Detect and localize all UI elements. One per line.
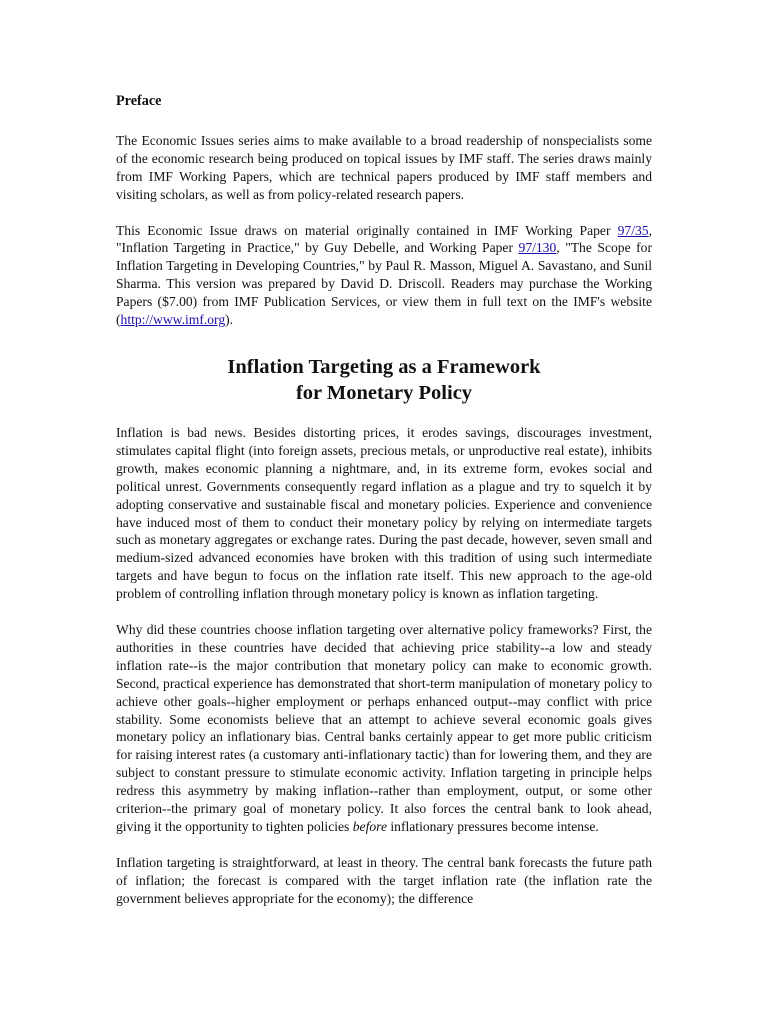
document-page — [116, 93, 652, 926]
imf-website-link[interactable]: http://www.imf.org — [120, 312, 226, 328]
working-paper-97-130-link[interactable]: 97/130 — [518, 240, 557, 256]
preface-heading: Preface — [116, 93, 162, 109]
working-paper-97-35-link[interactable]: 97/35 — [617, 222, 649, 238]
article-paragraph-2-text: Why did these countries choose inflation targeting over alternative policy frameworks? First, the authorities in these countries have decided that achieving price stability--a low and steady inflation rate--is the major contribution that monetary policy can make to economic growth. Second, practical experience has demonstrated that short-term manipulation of monetary policy to achieve other goals--higher employment or perhaps enhanced output--may conflict with price stability. Some economists believe that an attempt to achieve several economic goals gives monetary policy an inflationary bias. Central banks certainly appear to get more public criticism for raising interest rates (a customary anti-inflationary tactic) than for lowering them, and they are subject to constant pressure to stimulate economic activity. Inflation targeting in principle helps redress this asymmetry by making inflation--rather than employment, output, or some other criterion--the primary goal of monetary policy. It also forces the central bank to look ahead, giving it the opportunity to tighten policies — [116, 622, 652, 834]
article-title-line-2: for Monetary Policy — [295, 381, 473, 404]
article-paragraph-1: Inflation is bad news. Besides distorting prices, it erodes savings, discourages investment, stimulates capital flight (into foreign assets, precious metals, or unproductive real estate), inhibits growth, makes economic planning a nightmare, and, in its extreme form, evokes social and political unrest. Governments consequently regard inflation as a plague and try to squelch it by adopting conservative and sustainable fiscal and monetary policies. Experience and convenience have induced most of them to conduct their monetary policy by relying on intermediate targets such as monetary aggregates or exchange rates. During the past decade, however, seven small and medium-sized advanced economies have broken with this tradition of using such intermediate targets and have begun to focus on the inflation rate itself. This new approach to the age-old problem of controlling inflation through monetary policy is known as inflation targeting. — [116, 424, 652, 602]
article-paragraph-3: Inflation targeting is straightforward, at least in theory. The central bank forecasts the future path of inflation; the forecast is compared with the target inflation rate (the inflation rate the government believes appropriate for the economy); the difference — [116, 854, 652, 906]
preface-paragraph-2-text: , "The Scope for Inflation Targeting in Developing Countries," by Paul R. Masson, Miguel A. Savastano, and Sunil Sharma. This version was prepared by David D. Driscoll. Readers may purchase the Working Papers ($7.00) from IMF Publication Services, or view them in full text on the IMF's website ( — [116, 240, 652, 328]
preface-paragraph-2-text: ). — [225, 312, 234, 328]
preface-paragraph-2 — [116, 222, 652, 329]
article-title — [116, 354, 652, 406]
preface-paragraph-2-text: This Economic Issue draws on material originally contained in IMF Working Paper — [116, 222, 618, 238]
preface-paragraph-1: The Economic Issues series aims to make available to a broad readership of nonspecialists some of the economic research being produced on topical issues by IMF staff. The series draws mainly from IMF Working Papers, which are technical papers produced by IMF staff members and visiting scholars, as well as from policy-related research papers. — [116, 132, 652, 202]
preface-paragraph-2-text: , "Inflation Targeting in Practice," by Guy Debelle, and Working Paper — [116, 222, 652, 256]
article-title-line-1: Inflation Targeting as a Framework — [227, 355, 541, 378]
emphasized-word: before — [352, 819, 387, 834]
article-paragraph-2-text: inflationary pressures become intense. — [386, 819, 599, 834]
article-paragraph-2 — [116, 621, 652, 836]
